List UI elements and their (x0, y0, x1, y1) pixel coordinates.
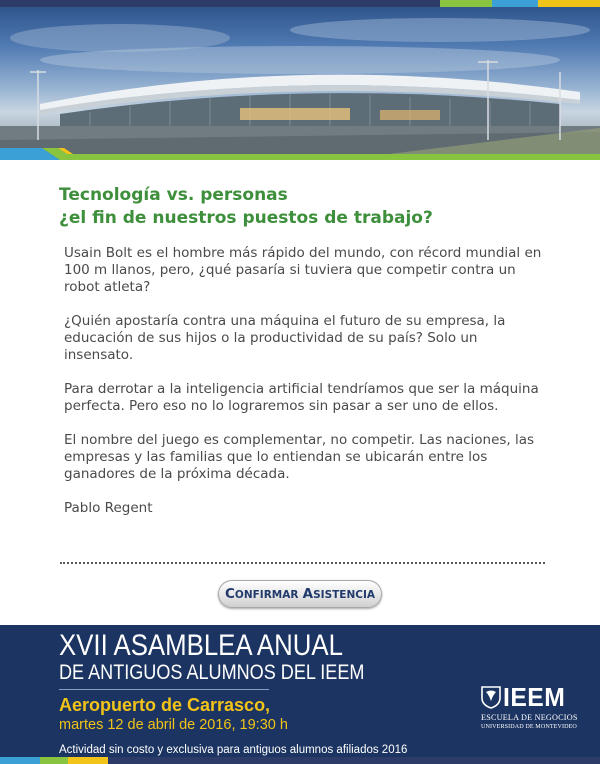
event-divider (59, 689, 269, 690)
article-title (59, 184, 559, 230)
event-title: XVII ASAMBLEA ANUAL (59, 629, 343, 662)
cta-label-rest: ONFIRMAR (234, 589, 299, 601)
event-subtitle: DE ANTIGUOS ALUMNOS DEL IEEM (59, 661, 365, 684)
event-footer (0, 625, 600, 764)
brand-stripe-bottom (0, 757, 600, 764)
event-place: Aeropuerto de Carrasco, (59, 695, 271, 715)
article-paragraph: Para derrotar a la inteligencia artificial tendríamos que ser la máquina perfecta. Pero eso no lo lograremos sin pasar a ser uno de ellos. (64, 381, 539, 414)
airport-terminal-photo (0, 0, 600, 160)
cta-label-cap: A (302, 586, 314, 602)
article-section (0, 160, 600, 625)
article-paragraph: ¿Quién apostaría contra una máquina el futuro de su empresa, la educación de sus hijos o la productividad de su país? Solo un insensato. (64, 313, 506, 363)
event-date: martes 12 de abril de 2016, 19:30 h (59, 717, 288, 733)
logo-university: UNIVERSIDAD DE MONTEVIDEO (481, 724, 577, 730)
brand-stripe-top (0, 0, 600, 7)
event-note: Actividad sin costo y exclusiva para antiguos alumnos afiliados 2016 (59, 744, 408, 756)
logo-wordmark: IEEM (503, 682, 566, 712)
article-signature: Pablo Regent (64, 500, 153, 516)
article-title-line1: Tecnología vs. personas (59, 185, 288, 205)
ieem-shield-icon (480, 685, 502, 709)
article-body (64, 245, 544, 534)
ieem-logo (480, 682, 585, 735)
hero-banner (0, 0, 600, 160)
cta-label-rest: SISTENCIA (313, 589, 375, 601)
confirm-attendance-button[interactable] (218, 580, 382, 608)
article-paragraph: El nombre del juego es complementar, no competir. Las naciones, las empresas y las familias que lo entiendan se ubicarán entre los ganadores de la próxima década. (64, 432, 535, 482)
cta-label-cap: C (224, 586, 235, 602)
article-paragraph: Usain Bolt es el hombre más rápido del mundo, con récord mundial en 100 m llanos, pero, ¿qué pasaría si tuviera que competir contra un robot atleta? (64, 245, 542, 295)
logo-subtitle: ESCUELA DE NEGOCIOS (481, 713, 578, 722)
dotted-divider (60, 562, 545, 564)
article-title-line2: ¿el fin de nuestros puestos de trabajo? (59, 208, 433, 228)
